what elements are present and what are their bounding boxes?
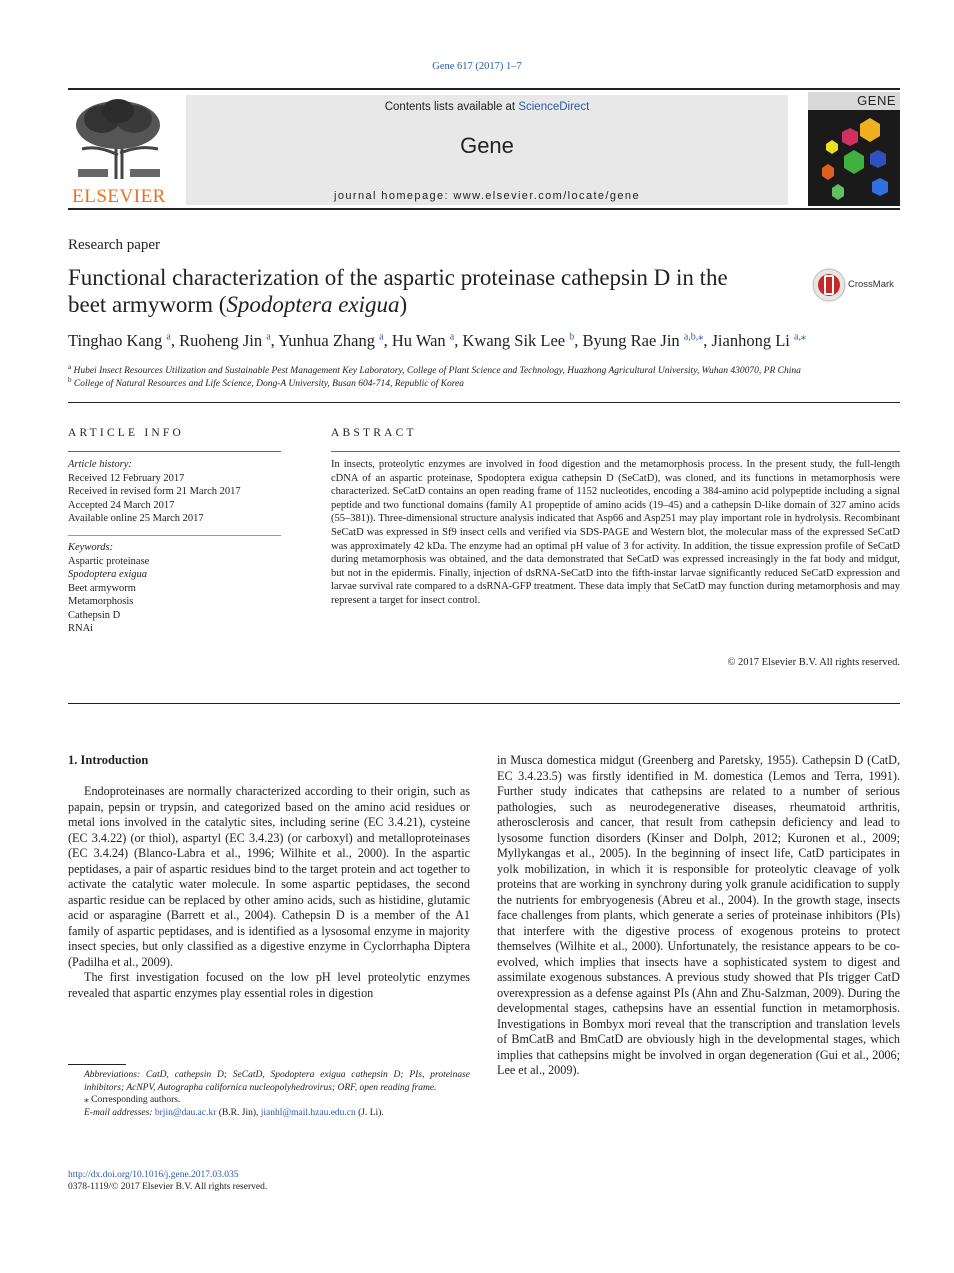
divider xyxy=(68,535,281,536)
contents-line xyxy=(186,101,788,113)
keyword: Aspartic proteinase xyxy=(68,555,150,567)
keyword: RNAi xyxy=(68,623,94,634)
author-name[interactable]: Jianhong Li xyxy=(711,331,790,350)
title-line-2 xyxy=(68,291,768,318)
author-affiliation-mark[interactable]: a xyxy=(266,331,271,343)
doi-link[interactable]: http://dx.doi.org/10.1016/j.gene.2017.03.035 xyxy=(68,1170,239,1180)
corresponding-footnote: ⁎ Corresponding authors. xyxy=(84,1095,181,1105)
email-label: E-mail addresses: xyxy=(84,1107,155,1118)
footnotes xyxy=(68,1069,470,1119)
paragraph: The first investigation focused on the low pH level proteolytic enzymes revealed that aspartic enzymes play essential roles in digestion xyxy=(68,970,470,1000)
author-name[interactable]: Yunhua Zhang xyxy=(278,331,375,350)
email-link[interactable]: jianhl@mail.hzau.edu.cn xyxy=(260,1107,356,1118)
journal-homepage[interactable]: journal homepage: www.elsevier.com/locate/gene xyxy=(334,190,640,202)
affiliation-text: Hubei Insect Resources Utilization and Sustainable Pest Management Key Laboratory, College of Plant Science and Technology, Huazhong Agricultural University, Wuhan 430070, PR China xyxy=(73,366,801,377)
affiliation-a xyxy=(68,363,801,376)
keyword: Cathepsin D xyxy=(68,609,121,621)
journal-name: Gene xyxy=(460,133,514,158)
article-history xyxy=(68,458,241,526)
contents-prefix: Contents lists available at xyxy=(384,101,519,113)
keywords-label: Keywords: xyxy=(68,542,114,553)
journal-cover-image xyxy=(808,92,900,206)
header-top-rule xyxy=(68,88,900,90)
affiliation-mark: b xyxy=(68,376,72,384)
author-name[interactable]: Byung Rae Jin xyxy=(582,331,680,350)
cover-art xyxy=(808,92,900,206)
author-affiliation-mark[interactable]: a xyxy=(166,331,171,343)
history-item: Received 12 February 2017 xyxy=(68,472,185,484)
author-name[interactable]: Kwang Sik Lee xyxy=(462,331,566,350)
title-species: Spodoptera exigua xyxy=(226,292,400,317)
affiliation-text: College of Natural Resources and Life Science, Dong-A University, Busan 604-714, Republic of Korea xyxy=(73,379,465,390)
title-line-2-post: ) xyxy=(399,292,408,317)
section-heading: 1. Introduction xyxy=(68,753,149,767)
author-name[interactable]: Hu Wan xyxy=(391,331,446,350)
keywords xyxy=(68,541,149,636)
article-info-heading: ARTICLE INFO xyxy=(68,427,184,439)
abstract-copyright: © 2017 Elsevier B.V. All rights reserved. xyxy=(727,657,900,668)
title-line-2-pre: beet armyworm ( xyxy=(68,292,227,317)
paragraph: in Musca domestica midgut (Greenberg and Paretsky, 1955). Cathepsin D (CatD, EC 3.4.23.5) was firstly identified in M. domestica (Lemos and Terra, 1991). Further study indicates that cathepsins are related to a number of serious pathologies, such as neurodegenerative diseases, rheumatoid arthritis, atherosclerosis and cancer, that result from cathepsin deficiency and lead to lysosome function disorders (Kinser and Dolph, 2012; Kuronen et al., 2009; Myllykangas et al., 2005). In the beginning of insect life, CatD participates in yolk mobilization, in which it is responsible for proteolytic cleavage of yolk proteins that are working in synchrony during yolk granule acidification to supply the nutrients for embryogenesis (Abreu et al., 2004). In the growth stage, insects face challenges from plants, which generate a series of proteinase inhibitors (PIs) that interfere with the digestive process of exogenous proteins to protect themselves (Wilhite et al., 2000). Unfortunately, the resistance appears to be co-evolved, which implies that insects have a sophisticated system to digest and assimilate exogenous substances. A previous study showed that PIs trigger CatD overexpression as a defense against PIs (Ahn and Zhu-Salzman, 2009). During the developmental stages, cathepsins have an essential function in metamorphosis. Investigations in Bombyx mori reveal that the transcription and translation levels of BmCatB and BmCatD are obviously high in the developmental stages, which implies that cathepsins might be involved in organ degeneration (Gui et al., 2006; Lee et al., 2009). xyxy=(497,753,900,1077)
title-line-1: Functional characterization of the aspartic proteinase cathepsin D in the xyxy=(68,265,728,290)
divider xyxy=(331,451,900,452)
email-link[interactable]: brjin@dau.ac.kr xyxy=(154,1107,217,1118)
body-column-left xyxy=(68,784,470,1001)
email-footnote xyxy=(68,1107,470,1120)
divider xyxy=(68,703,900,704)
author-affiliation-mark[interactable]: a xyxy=(379,331,384,343)
journal-reference-link[interactable]: Gene 617 (2017) 1–7 xyxy=(432,61,522,72)
abstract-text: In insects, proteolytic enzymes are involved in food digestion and the metamorphosis process. In the present study, the full-length cDNA of an aspartic proteinase, Spodoptera exigua cathepsin D (SeCatD), was cloned, and its functions in metamorphosis were characterized. SeCatD contains an open reading frame of 1152 nucleotides, encoding a 384-amino acid polypeptide including a signal peptide and two functional domains (family A1 propeptide of amino acids (19–45) and a cathepsin D-like domain of 327 amino acids (55–381)). Three-dimensional structure analysis indicated that Asp66 and Asp251 may play important role in hydrolysis. Recombinant SeCatD was expressed in Sf9 insect cells and verified via SDS-PAGE and Western blot, the molecular mass of the expressed SeCatD was approximately 42 kDa. The enzyme had an optimal pH value of 3 for activity. In addition, the tissue expression profile of SeCatD during metamorphosis was obtained, and the data demonstrated that SeCatD was expressed increasingly in the fat body and midgut, but not in the epidermis. Finally, injection of dsRNA-SeCatD into the fifth-instar larvae significantly reduced SeCatD expression and larvae survival rate compared to a dsRNA-GFP treatment. These data imply that SeCatD may function during metamorphosis and may represent a target for insect control. xyxy=(331,459,900,606)
email-owner: (B.R. Jin), xyxy=(216,1107,261,1118)
divider xyxy=(68,402,900,403)
body-column-right xyxy=(497,753,900,1079)
author-affiliation-mark[interactable]: a,⁎ xyxy=(794,331,806,343)
keyword: Beet armyworm xyxy=(68,582,136,594)
author-affiliation-mark[interactable]: b xyxy=(569,331,575,343)
divider xyxy=(68,451,281,452)
affiliation-mark: a xyxy=(68,363,72,371)
abbreviations-footnote: Abbreviations: CatD, cathepsin D; SeCatD, Spodoptera exigua cathepsin D; PIs, proteinase inhibitors; AcNPV, Autographa californica nucleopolyhedrovirus; ORF, open reading frame. xyxy=(84,1070,470,1093)
doi-block xyxy=(68,1169,267,1193)
author-affiliation-mark[interactable]: a,b,⁎ xyxy=(683,331,704,343)
issn-line: 0378-1119/© 2017 Elsevier B.V. All rights reserved. xyxy=(68,1182,268,1192)
keyword: Spodoptera exigua xyxy=(68,569,148,580)
paragraph: Endoproteinases are normally characterized according to their origin, such as papain, pepsin or trypsin, and categorized based on the amino acid residues or metal ions involved in the catalytic sites, including serine (EC 3.4.21), cysteine (EC 3.4.22) (or thiol), aspartyl (EC 3.4.23) (or carboxyl) and metalloproteinases (EC 3.4.24) (Blanco-Labra et al., 1996; Wilhite et al., 2000). In the aspartic peptidases, a pair of aspartic residues bind to the target protein and act together to activate the catalytic water molecule. In some aspartic peptidases, the second aspartic residue can be replaced by other amino acids, such as histidine, glutamic acid or asparagine (Barrett et al., 2004). Cathepsin D is a member of the A1 family of aspartic peptidases, and is identified as a lysosomal enzyme in majority insect species, but only classified as a digestive enzyme in Cyclorrhapha Diptera (Padilha et al., 2009). xyxy=(68,784,470,969)
author-name[interactable]: Ruoheng Jin xyxy=(179,331,263,350)
sciencedirect-link[interactable]: ScienceDirect xyxy=(518,101,590,113)
crossmark-label[interactable]: CrossMark xyxy=(848,279,894,290)
abstract-heading: ABSTRACT xyxy=(331,427,417,439)
history-item: Received in revised form 21 March 2017 xyxy=(68,486,241,497)
keyword: Metamorphosis xyxy=(68,596,134,607)
article-type: Research paper xyxy=(68,237,161,253)
header-bottom-rule xyxy=(68,208,900,210)
author-name[interactable]: Tinghao Kang xyxy=(68,331,163,350)
history-item: Accepted 24 March 2017 xyxy=(68,499,175,511)
cover-title: GENE xyxy=(857,93,896,108)
affiliation-b xyxy=(68,376,464,389)
history-item: Available online 25 March 2017 xyxy=(68,513,204,524)
article-title xyxy=(68,264,768,318)
history-label: Article history: xyxy=(68,459,132,470)
author-affiliation-mark[interactable]: a xyxy=(449,331,455,343)
author-list: Tinghao Kang $^a$, Ruoheng Jin $^a$, Yunhua Zhang $^a$, Hu Wan $^a$, Kwang Sik Lee $^b$, Byung Rae Jin $^{a,b,⁎}$, Jianhong Li $^{a,⁎}$ xyxy=(68,331,806,350)
crossmark-icon[interactable] xyxy=(812,268,846,302)
email-owner: (J. Li). xyxy=(355,1107,384,1118)
elsevier-wordmark: ELSEVIER xyxy=(72,186,166,207)
footnote-rule xyxy=(68,1064,126,1065)
